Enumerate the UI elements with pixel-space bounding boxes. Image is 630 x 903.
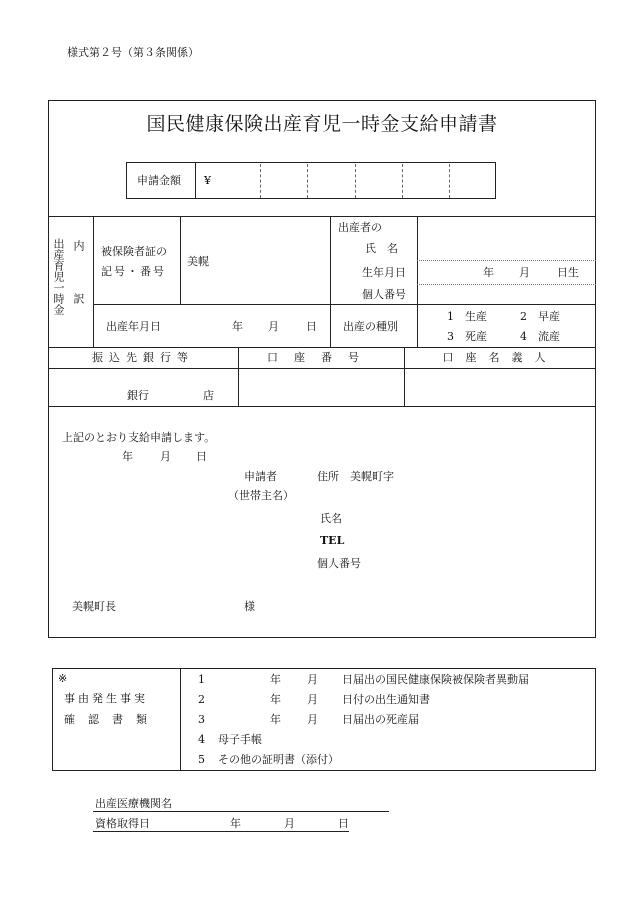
acquired-year: 年 [230,817,241,830]
birth-type-label: 出産の種別 [343,320,398,333]
mother-header: 出産者の [338,221,382,234]
amount-digit-cells[interactable] [215,163,495,198]
verification-item-2-month: 月 [307,693,318,706]
form-title: 国民健康保険出産育児一時金支給申請書 [146,113,498,135]
facility-underline[interactable] [93,811,389,812]
verification-item-1-num: 1 [198,673,205,686]
dob-year: 年 [483,266,494,279]
verification-item-2-text: 日付の出生通知書 [342,693,430,706]
verification-item-1-text: 日届出の国民健康保険被保険者異動届 [342,673,529,686]
facility-label: 出産医療機関名 [95,797,172,810]
currency-symbol: ¥ [204,174,211,187]
applicant-label: 申請者 [244,470,277,483]
verification-item-5-text: その他の証明書（添付） [218,753,339,766]
verification-item-3-month: 月 [307,713,318,726]
mother-name-label: 氏 名 [365,242,398,255]
acquired-date-label: 資格取得日 [95,817,150,830]
amount-label: 申請金額 [137,174,181,187]
account-number-header: 口座番号 [267,351,375,364]
account-holder-field[interactable] [405,369,595,405]
birth-day: 日 [306,320,317,333]
birth-type-option-2[interactable]: 2 早産 [520,310,560,323]
verification-item-3-year: 年 [270,713,281,726]
side-label-breakdown: 内訳 [72,240,85,346]
verification-item-1-month: 月 [307,673,318,686]
application-month: 月 [160,450,171,463]
mother-dob-label: 生年月日 [362,266,406,279]
verification-item-3-num: 3 [198,713,205,726]
verification-item-3-text: 日届出の死産届 [342,713,419,726]
application-statement: 上記のとおり支給申請します。 [62,431,216,444]
acquired-month: 月 [284,817,295,830]
birth-month: 月 [268,320,279,333]
birth-date-label: 出産年月日 [106,320,161,333]
applicant-address-label: 住所 美幌町字 [317,470,394,483]
birth-type-option-3[interactable]: 3 死産 [447,330,487,343]
dob-day: 日生 [557,266,579,279]
applicant-tel-label: TEL [320,534,345,547]
birth-year: 年 [232,320,243,333]
verification-item-2-year: 年 [270,693,281,706]
mayor-honorific: 様 [244,600,255,613]
mother-name-field[interactable] [418,238,595,259]
applicant-id-label: 個人番号 [317,557,361,570]
insured-number-label-line2: 記号・番号 [101,265,166,278]
bank-header: 振込先銀行等 [92,351,194,364]
birth-type-option-4[interactable]: 4 流産 [520,330,560,343]
verification-item-5-num: 5 [198,753,205,766]
birth-type-option-1[interactable]: 1 生産 [447,310,487,323]
branch-suffix: 店 [203,389,214,402]
account-holder-header: 口座名義人 [442,351,558,364]
insured-number-value[interactable]: 美幌 [187,255,209,268]
household-head-label: （世帯主名） [228,489,294,502]
verification-mark: ※ [58,672,68,685]
acquired-day: 日 [338,817,349,830]
insured-number-label-line1: 被保険者証の [101,245,167,258]
dob-month: 月 [519,266,530,279]
form-number-label: 様式第２号（第３条関係） [67,46,199,59]
side-label-lump-sum: 出産育児一時金 [52,238,65,315]
mayor-label: 美幌町長 [72,600,116,613]
verification-item-1-year: 年 [270,673,281,686]
mother-id-field[interactable] [418,285,595,304]
application-year: 年 [122,450,133,463]
bank-suffix: 銀行 [127,389,149,402]
application-day: 日 [196,450,207,463]
mother-id-label: 個人番号 [362,288,406,301]
applicant-name-label: 氏名 [320,512,342,525]
verification-item-4-num: 4 [198,733,205,746]
verification-item-2-num: 2 [198,693,205,706]
verification-label-2: 確認書類 [64,713,160,726]
acquired-underline[interactable] [93,831,349,832]
verification-item-4-text: 母子手帳 [218,733,262,746]
verification-label-1: 事由発生事実 [64,692,148,705]
account-number-field[interactable] [239,369,403,405]
